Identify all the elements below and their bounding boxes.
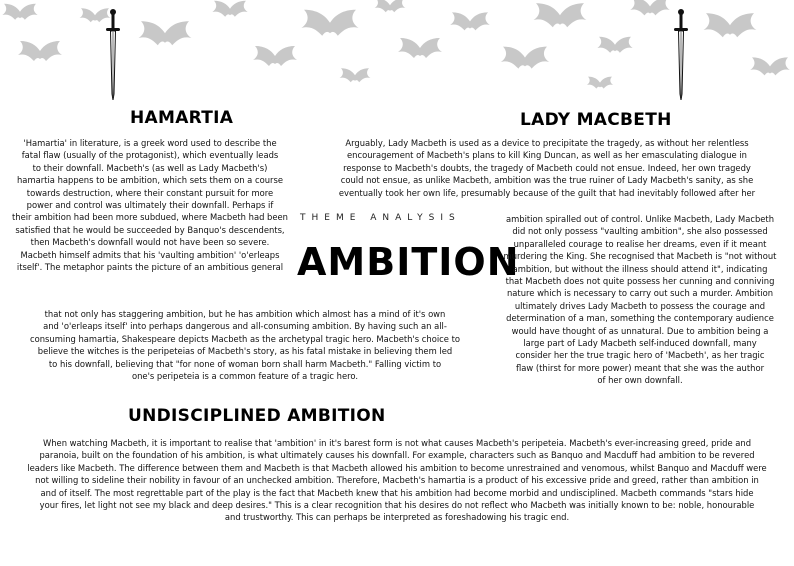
text-line: eventually took her own life, presumably because of the guilt that had inevitably followed after her bbox=[338, 187, 756, 198]
text-line: 'Hamartia' in literature, is a greek word used to describe the bbox=[23, 138, 277, 148]
text-line: hamartia happens to be ambition, which sets them on a course bbox=[17, 175, 283, 186]
text-line: that Macbeth does not quite possess her cunning and conniving bbox=[505, 276, 775, 287]
lady-macbeth-paragraph-continued bbox=[486, 213, 794, 387]
dagger-right-icon bbox=[671, 8, 691, 100]
dagger-left-icon bbox=[103, 8, 123, 100]
text-line: and trustworthy. This can perhaps be interpreted as foreshadowing his tragic end. bbox=[224, 512, 570, 523]
text-line: murdering the King. She recognised that Macbeth is "not without bbox=[503, 251, 777, 262]
text-line: determination of a man, something the contemporary audience bbox=[506, 313, 774, 324]
text-line: that not only has staggering ambition, but he has ambition which almost has a mind of it's own bbox=[44, 309, 446, 319]
text-line: did not only possess "vaulting ambition", she also possessed bbox=[512, 226, 768, 237]
text-line: to their downfall. Macbeth's (as well as Lady Macbeth's) bbox=[32, 162, 268, 173]
text-line: paranoia, built on the foundation of his ambition, is what ultimately causes his downfall. For example, characters such as Banquo and Macduff had ambition to be revered bbox=[39, 450, 755, 461]
text-line: unparalleled courage to realise her dreams, even if it meant bbox=[513, 238, 767, 249]
text-line: consuming hamartia, Shakespeare depicts Macbeth as the archetypal tragic hero. Macbeth's choice to bbox=[30, 333, 460, 344]
hamartia-heading: HAMARTIA bbox=[130, 108, 234, 128]
text-line: nature which is necessary to carry out such a murder. Ambition bbox=[506, 288, 774, 299]
text-line: ultimately drives Lady Macbeth to possess the courage and bbox=[514, 300, 766, 311]
text-line: encouragement of Macbeth's plans to kill King Duncan, as well as her emasculating dialogue in bbox=[347, 150, 747, 161]
ambition-title: AMBITION bbox=[297, 240, 520, 284]
text-line: ambition spiralled out of control. Unlike Macbeth, Lady Macbeth bbox=[505, 214, 775, 224]
text-line: consider her the true tragic hero of 'Macbeth', as her tragic bbox=[515, 350, 765, 361]
text-line: When watching Macbeth, it is important to realise that 'ambition' in it's barest form is not what causes Macbeth's peripeteia. Macbeth's ever-increasing greed, pride and bbox=[42, 438, 752, 448]
text-line: power and control was ultimately their downfall. Perhaps if bbox=[26, 200, 274, 211]
text-line: your fires, let light not see my black and deep desires." This is a clear recognition that his desires do not reflect who Macbeth was initially known to be: noble, honourable bbox=[39, 500, 755, 511]
lady-macbeth-paragraph bbox=[302, 137, 792, 199]
text-line: could not ensue, as unlike Macbeth, ambition was the true ruiner of Lady Macbeth's sanity, as she bbox=[340, 175, 754, 186]
text-line: would have thought of as unnatural. Due to ambition being a bbox=[511, 325, 769, 336]
text-line: large part of Lady Macbeth self-induced downfall, many bbox=[523, 338, 757, 349]
theme-analysis-label: THEME ANALYSIS bbox=[300, 213, 461, 223]
text-line: ambition, but without the illness should attend it", indicating bbox=[512, 263, 768, 274]
text-line: and of itself. The most regrettable part of the play is the fact that Macbeth knew that his ambition had become morbid and undisciplined. Macbeth commands "stars hide bbox=[40, 487, 754, 498]
text-line: and 'o'erleaps itself' into perhaps dangerous and all-consuming ambition. By having such an all- bbox=[43, 321, 447, 332]
text-line: flaw (thirst for more power) meant that she was the author bbox=[515, 362, 765, 373]
text-line: leaders like Macbeth. The difference between them and Macbeth is that Macbeth allowed his ambition to become unrestrained and venomous, whilst Banquo and Macduff were bbox=[27, 462, 767, 473]
undisciplined-ambition-paragraph bbox=[4, 437, 790, 524]
undisciplined-ambition-heading: UNDISCIPLINED AMBITION bbox=[128, 406, 386, 426]
text-line: of her own downfall. bbox=[597, 375, 683, 386]
hamartia-paragraph bbox=[4, 137, 296, 273]
text-line: then Macbeth's downfall would not have been so severe. bbox=[30, 237, 270, 248]
text-line: itself'. The metaphor paints the picture of an ambitious general bbox=[16, 262, 284, 273]
text-line: their ambition had been more subdued, where Macbeth had been bbox=[11, 212, 288, 223]
text-line: not willing to sideline their nobility in favour of an unchecked ambition. Therefore, Macbeth's hamartia is a product of his excessive pride and greed, rather than ambition in bbox=[35, 475, 759, 486]
text-line: Arguably, Lady Macbeth is used as a device to precipitate the tragedy, as without her relentless bbox=[345, 138, 749, 148]
text-line: fatal flaw (usually of the protagonist), which eventually leads bbox=[21, 150, 279, 161]
text-line: one's peripeteia is a common feature of a tragic hero. bbox=[131, 371, 359, 382]
text-line: response to Macbeth's doubts, the tragedy of Macbeth could not ensue. Indeed, her own tragedy bbox=[343, 162, 751, 173]
lady-macbeth-heading: LADY MACBETH bbox=[520, 110, 672, 130]
text-line: Macbeth himself admits that his 'vaulting ambition' 'o'erleaps bbox=[20, 249, 280, 260]
text-line: satisfied that he would be succeeded by Banquo's descendents, bbox=[15, 224, 285, 235]
text-line: to his downfall, believing that "for none of woman born shall harm Macbeth." Falling victim to bbox=[48, 358, 442, 369]
text-line: believe the witches is the peripeteias of Macbeth's story, as his fatal mistake in believing them led bbox=[37, 346, 453, 357]
text-line: towards destruction, where their constant pursuit for more bbox=[26, 187, 274, 198]
hamartia-paragraph-continued bbox=[4, 308, 486, 382]
